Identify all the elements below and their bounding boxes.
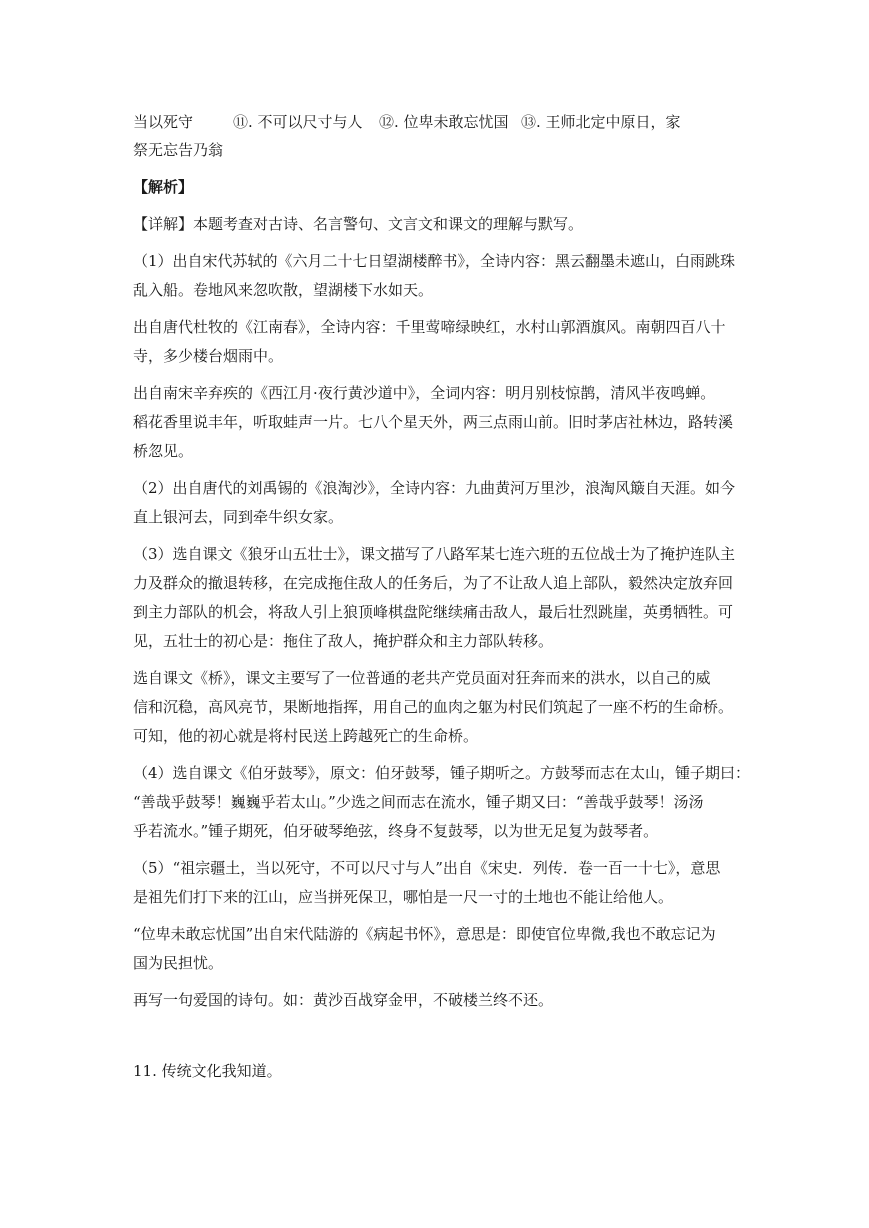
answer-continuation: 祭无忘告乃翁 — [133, 141, 224, 159]
section-heading: 【解析】 — [133, 178, 194, 196]
paragraph-5: （3）选自课文《狼牙山五壮士》，课文描写了八路军某七连六班的五位战士为了掩护连队主 力及群众的撤退转移，在完成拖住敌人的任务后，为了不让敌人追上部队，毅然决定放弃回 到主力部队的机会，将敌人引上狼顶峰棋盘陀继续痛击敌人，最后壮烈跳崖，英勇牺牲。可 见，五壮士的初心是：拖住了敌人，掩护群众和主力部队转移。 — [133, 545, 736, 650]
paragraph-2: 出自唐代杜牧的《江南春》，全诗内容：千里莺啼绿映红，水村山郭酒旗风。南朝四百八十 寺，多少楼台烟雨中。 — [133, 318, 726, 365]
paragraph-10: 再写一句爱国的诗句。如：黄沙百战穿金甲，不破楼兰终不还。 — [133, 991, 554, 1009]
document-body — [133, 108, 751, 1086]
answer-12: ⑫. 位卑未敢忘忧国 — [379, 113, 509, 131]
answer-11: ⑪. 不可以尺寸与人 — [233, 113, 363, 131]
paragraph-4: （2）出自唐代的刘禹锡的《浪淘沙》，全诗内容：九曲黄河万里沙，浪淘风簸自天涯。如今 直上银河去，同到牵牛织女家。 — [133, 479, 736, 526]
answer-row — [133, 108, 743, 136]
detail-intro: 【详解】本题考查对古诗、名言警句、文言文和课文的理解与默写。 — [133, 215, 584, 233]
paragraph-7: （4）选自课文《伯牙鼓琴》，原文：伯牙鼓琴，锺子期听之。方鼓琴而志在太山，锺子期曰： “善哉乎鼓琴！巍巍乎若太山。”少选之间而志在流水，锺子期又曰：“善哉乎鼓琴！汤汤 乎若流水。”锺子期死，伯牙破琴绝弦，终身不复鼓琴，以为世无足复为鼓琴者。 — [133, 764, 751, 840]
paragraph-1: （1）出自宋代苏轼的《六月二十七日望湖楼醉书》，全诗内容：黑云翻墨未遮山，白雨跳珠 乱入船。卷地风来忽吹散，望湖楼下水如天。 — [133, 252, 736, 299]
answer-10: 当以死守 — [133, 113, 194, 131]
paragraph-6: 选自课文《桥》，课文主要写了一位普通的老共产党员面对狂奔而来的洪水，以自己的威 信和沉稳，高风亮节，果断地指挥，用自己的血肉之躯为村民们筑起了一座不朽的生命桥。 可知，他的初心就是将村民送上跨越死亡的生命桥。 — [133, 669, 734, 745]
answer-13: ⑬. 王师北定中原日，家 — [521, 113, 681, 131]
paragraph-9: “位卑未敢忘忧国”出自宋代陆游的《病起书怀》，意思是：即使官位卑微,我也不敢忘记为 国为民担忧。 — [133, 925, 716, 972]
paragraph-3: 出自南宋辛弃疾的《西江月·夜行黄沙道中》，全词内容：明月别枝惊鹊，清风半夜鸣蝉。 稻花香里说丰年，听取蛙声一片。七八个星天外，两三点雨山前。旧时茅店社林边，路转溪 桥忽见。 — [133, 384, 734, 460]
paragraph-8: （5）“祖宗疆土，当以死守，不可以尺寸与人”出自《宋史．列传．卷一百一十七》，意思 是祖先们打下来的江山，应当拼死保卫，哪怕是一尺一寸的土地也不能让给他人。 — [133, 859, 721, 906]
question-11-heading: 11. 传统文化我知道。 — [133, 1062, 282, 1080]
